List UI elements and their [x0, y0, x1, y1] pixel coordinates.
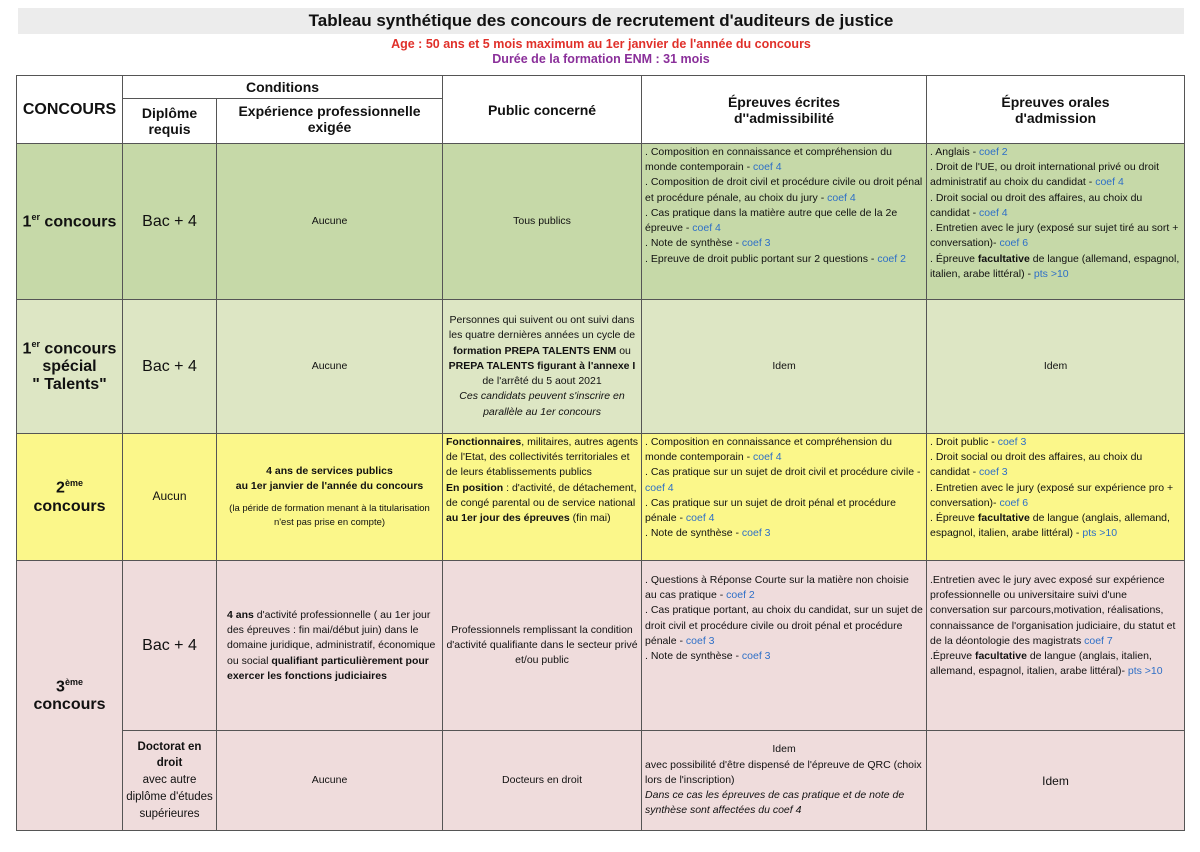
ecrite-item: . Cas pratique sur un sujet de droit pénal et procédure pénale - coef 4 — [645, 496, 897, 525]
col-diplome-l2: requis — [148, 121, 191, 137]
ecrite-item: . Note de synthèse - coef 3 — [645, 237, 771, 250]
header-row-1 — [17, 76, 1185, 99]
col-concours: CONCOURS — [17, 76, 123, 144]
public-2: Personnes qui suivent ou ont suivi dans les quatre dernières années un cycle de formation PREPA TALENTS ENM ou PREPA TALENTS figurant à l'annexe I de l'arrêté du 5 aout 2021 Ces candidats peuvent s'inscrire en parallèle au 1er concours — [443, 300, 642, 434]
ecrite-item: . Note de synthèse - coef 3 — [645, 650, 771, 663]
col-ecrites-l1: Épreuves écrites — [727, 93, 841, 110]
orale-item: . Droit de l'UE, ou droit international privé ou droit administratif au choix du candidat - coef 4 — [930, 161, 1160, 189]
orales-5: Idem — [927, 731, 1185, 831]
diplome-2: Bac + 4 — [123, 300, 217, 434]
col-conditions: Conditions — [123, 76, 443, 99]
ecrite-item: . Cas pratique sur un sujet de droit civil et procédure civile - coef 4 — [645, 466, 921, 494]
document-title: Tableau synthétique des concours de recrutement d'auditeurs de justice — [18, 8, 1184, 34]
concours-table — [16, 75, 1185, 831]
public-1: Tous publics — [443, 144, 642, 300]
col-ecrites-l2: d''admissibilité — [734, 109, 835, 126]
ecrites-5: Idem avec possibilité d'être dispensé de l'épreuve de QRC (choix lors de l'inscription) Dans ce cas les épreuves de cas pratique et de note de synthèse sont affectées du coef 4 — [642, 731, 927, 831]
row-3eme-concours-doctorat — [17, 731, 1185, 831]
concours-talents: 1er concours spécial " Talents" — [17, 300, 123, 434]
public-5: Docteurs en droit — [443, 731, 642, 831]
row-2eme-concours — [17, 434, 1185, 561]
diplome-1: Bac + 4 — [123, 144, 217, 300]
orales-3 — [927, 434, 1185, 561]
col-orales — [927, 76, 1185, 144]
col-diplome-l1: Diplôme — [141, 105, 198, 121]
concours-3: 3ème concours — [17, 561, 123, 831]
training-duration: Durée de la formation ENM : 31 mois — [492, 52, 710, 66]
orale-item: . Épreuve facultative de langue (allemand, espagnol, italien, arabe littéral) - pts >10 — [930, 252, 1180, 280]
orale-item: .Entretien avec le jury avec exposé sur expérience professionnelle ou universitaire suivi d'une conversation sur parcours,motivation, réalisations, connaissance de l'organisation judiciaire, du statut et de la déontologie des magistrats coef 7 — [930, 574, 1176, 647]
orales-1 — [927, 144, 1185, 300]
experience-5: Aucune — [217, 731, 443, 831]
orales-2: Idem — [927, 300, 1185, 434]
orale-item: . Entretien avec le jury (exposé sur sujet tiré au sort + conversation)- coef 6 — [930, 222, 1179, 250]
orale-item: . Droit public - coef 3 — [930, 436, 1027, 448]
ecrite-item: . Cas pratique dans la matière autre que celle de la 2e épreuve - coef 4 — [645, 206, 898, 235]
ecrites-4 — [642, 561, 927, 731]
col-orales-l2: d'admission — [1014, 109, 1097, 126]
orale-item: .Épreuve facultative de langue (anglais, italien, allemand, espagnol, italien, arabe littéral)- pts >10 — [930, 650, 1163, 678]
ecrite-item: . Composition de droit civil et procédure civile ou droit pénal et procédure pénale, au choix du jury - coef 4 — [645, 176, 923, 204]
diplome-3: Aucun — [123, 434, 217, 561]
experience-2: Aucune — [217, 300, 443, 434]
ecrites-2: Idem — [642, 300, 927, 434]
row-3eme-concours-a — [17, 561, 1185, 731]
row-concours-talents — [17, 300, 1185, 434]
ecrite-item: . Note de synthèse - coef 3 — [645, 527, 771, 540]
experience-1: Aucune — [217, 144, 443, 300]
concours-1: 1er concours — [17, 144, 123, 300]
ecrite-item: . Cas pratique portant, au choix du candidat, sur un sujet de droit civil et procédure civile ou droit pénal et procédure pénale - coef 3 — [645, 604, 923, 647]
orale-item: . Épreuve facultative de langue (anglais, allemand, espagnol, italien, arabe littéral) - pts >10 — [930, 512, 1170, 540]
ecrite-item: . Epreuve de droit public portant sur 2 questions - coef 2 — [645, 252, 906, 265]
experience-3: 4 ans de services publics au 1er janvier de l'année du concours (la péride de formation menant à la titularisation n'est pas prise en compte) — [217, 434, 443, 561]
col-public: Public concerné — [443, 76, 642, 144]
diplome-5: Doctorat en droit avec autre diplôme d'études supérieures — [123, 731, 217, 831]
col-orales-l1: Épreuves orales — [1001, 93, 1110, 110]
age-condition: Age : 50 ans et 5 mois maximum au 1er janvier de l'année du concours — [391, 37, 811, 51]
ecrites-1 — [642, 144, 927, 300]
orale-item: . Droit social ou droit des affaires, au choix du candidat - coef 3 — [930, 451, 1143, 479]
document-header — [18, 8, 1184, 66]
public-4: Professionnels remplissant la condition d'activité qualifiante dans le secteur privé et/ou public — [443, 561, 642, 731]
orale-item: . Entretien avec le jury (exposé sur expérience pro + conversation)- coef 6 — [930, 481, 1174, 509]
orale-item: . Droit social ou droit des affaires, au choix du candidat - coef 4 — [930, 191, 1143, 219]
orale-item: . Anglais - coef 2 — [930, 146, 1008, 158]
col-ecrites — [642, 76, 927, 144]
experience-4: 4 ans d'activité professionnelle ( au 1er jour des épreuves : fin mai/début juin) dans le domaine juridique, administratif, économique ou social qualifiant particulièrement pour exercer les fonctions judiciaires — [217, 561, 443, 731]
ecrite-item: . Composition en connaissance et compréhension du monde contemporain - coef 4 — [645, 146, 892, 174]
col-diplome — [123, 99, 217, 144]
diplome-4: Bac + 4 — [123, 561, 217, 731]
public-3: Fonctionnaires, militaires, autres agents de l'Etat, des collectivités territoriales et de leurs établissements publics En position : d'activité, de détachement, de congé parental ou de service national au 1er jour des épreuves (fin mai) — [443, 434, 642, 561]
ecrites-3 — [642, 434, 927, 561]
row-1er-concours — [17, 144, 1185, 300]
concours-2: 2ème concours — [17, 434, 123, 561]
ecrite-item: . Composition en connaissance et compréhension du monde contemporain - coef 4 — [645, 436, 892, 464]
ecrite-item: . Questions à Réponse Courte sur la matière non choisie au cas pratique - coef 2 — [645, 574, 909, 602]
orales-4 — [927, 561, 1185, 731]
col-experience: Expérience professionnelle exigée — [217, 99, 443, 144]
